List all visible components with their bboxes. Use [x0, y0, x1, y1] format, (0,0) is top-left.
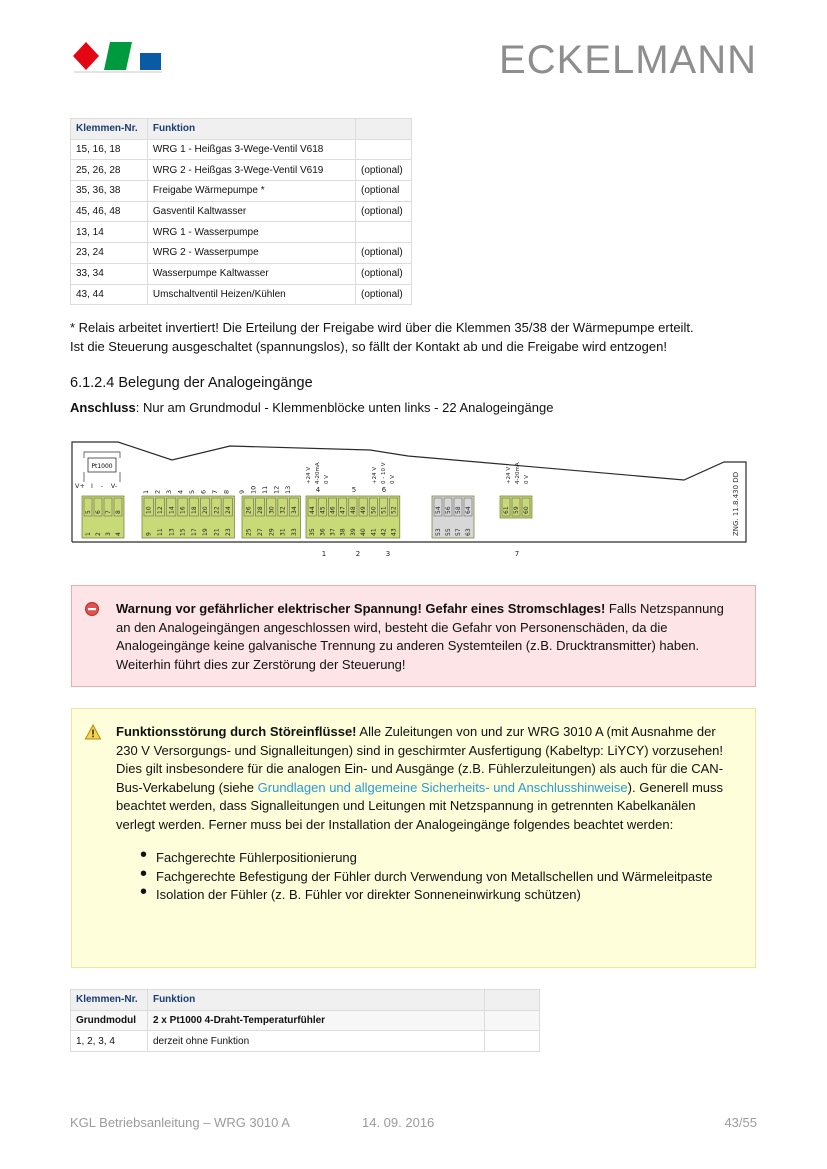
warning-text	[116, 723, 737, 905]
voltage-label: +24 V	[306, 466, 312, 484]
terminal-number: 47	[339, 506, 347, 514]
table-header-row	[71, 990, 540, 1011]
logo-green-parallelogram	[104, 42, 132, 70]
terminal-number: 21	[213, 528, 221, 536]
terminal-number: 30	[268, 506, 276, 514]
terminal-number: 29	[268, 528, 276, 536]
terminal-number: 59	[513, 506, 520, 514]
table-cell: (optional	[356, 181, 412, 202]
terminal-number: 27	[256, 528, 264, 536]
terminal-number: 28	[256, 506, 264, 514]
group-number-label: 6	[381, 486, 387, 494]
terminal-number: 41	[370, 528, 378, 536]
terminal-number: 40	[360, 528, 368, 536]
group-number-label: 4	[315, 486, 321, 494]
warning-body-2: ). Generell muss beachtet werden, dass Signalleitungen und Leitungen mit Netzspannung in getrennten Kabelkanälen verlegt werden. Ferner muss bei der Installation der Analogeingänge folgendes beachtet werden:	[116, 779, 724, 832]
terminal-number: 3	[105, 532, 112, 536]
column-number-label: 5	[188, 489, 196, 494]
table-cell: 25, 26, 28	[71, 160, 148, 181]
terminal-number: 60	[523, 506, 530, 514]
terminal-number: 34	[290, 506, 298, 514]
column-number-label: 9	[238, 489, 246, 494]
table-cell: Wasserpumpe Kaltwasser	[147, 263, 355, 284]
column-number-label: 11	[261, 485, 269, 494]
terminal-diagram	[70, 436, 750, 564]
table-cell: WRG 1 - Heißgas 3-Wege-Ventil V618	[147, 139, 355, 160]
stop-icon	[84, 601, 100, 617]
drawing-number: ZNG. 11.8.430 DD	[732, 471, 740, 536]
terminal-number: 12	[156, 506, 164, 514]
pin-function-label: V-	[110, 482, 118, 490]
terminal-number: 48	[349, 506, 357, 514]
logo-blue-square	[140, 53, 161, 70]
terminal-number: 45	[319, 506, 327, 514]
danger-title: Warnung vor gefährlicher elektrischer Spannung! Gefahr eines Stromschlages!	[116, 601, 606, 616]
table-header-cell	[485, 990, 540, 1011]
table-subheader-cell: 2 x Pt1000 4-Draht-Temperaturfühler	[147, 1010, 484, 1031]
footer-date: 14. 09. 2016	[362, 1115, 435, 1130]
footer-page-number: 43/55	[724, 1115, 757, 1130]
section-title: 6.1.2.4 Belegung der Analogeingänge	[70, 375, 313, 391]
terminal-number: 52	[390, 506, 398, 514]
column-number-label: 10	[249, 485, 258, 494]
terminal-number: 2	[95, 532, 102, 536]
voltage-label: +24 V	[506, 466, 512, 484]
terminal-number: 26	[245, 506, 253, 514]
table-header-row	[71, 119, 412, 140]
table-cell: 1, 2, 3, 4	[71, 1031, 148, 1052]
table-cell: 15, 16, 18	[71, 139, 148, 160]
terminal-number: 53	[435, 528, 442, 536]
terminal-number: 56	[445, 506, 452, 514]
column-number-label: 2	[153, 489, 162, 494]
table-row	[71, 1031, 540, 1052]
table-cell: 23, 24	[71, 243, 148, 264]
safety-instructions-link[interactable]: Grundlagen und allgemeine Sicherheits- und Anschlusshinweise	[257, 779, 628, 795]
table-cell: WRG 2 - Wasserpumpe	[147, 243, 355, 264]
warning-triangle-icon	[84, 724, 102, 740]
terminal-number: 13	[168, 528, 176, 536]
column-number-label: 7	[211, 489, 219, 494]
terminal-number: 33	[290, 528, 298, 536]
danger-text	[116, 600, 737, 674]
terminal-number: 38	[339, 528, 347, 536]
warning-bullet-list	[116, 849, 737, 905]
warning-bullet: • Isolation der Fühler (z. B. Fühler vor direkter Sonneneinwirkung schützen)	[116, 886, 737, 905]
table-header-cell: Klemmen-Nr.	[71, 990, 148, 1011]
voltage-label: +24 V	[372, 466, 378, 484]
terminal-number: 22	[213, 506, 221, 514]
table-cell: 43, 44	[71, 284, 148, 305]
terminal-number: 49	[360, 506, 368, 514]
terminal-block-1	[82, 496, 124, 538]
company-logo	[72, 40, 164, 74]
warning-bullet: • Fachgerechte Befestigung der Fühler durch Verwendung von Metallschellen und Wärmeleitpaste	[116, 868, 737, 887]
column-number-label: 4	[176, 489, 185, 494]
terminal-number: 20	[202, 506, 210, 514]
group-number-label: 1	[321, 550, 327, 558]
terminal-number: 24	[224, 506, 232, 514]
relay-output-table	[70, 118, 412, 305]
terminal-number: 11	[156, 528, 164, 536]
terminal-number: 32	[279, 506, 287, 514]
table-cell: WRG 2 - Heißgas 3-Wege-Ventil V619	[147, 160, 355, 181]
terminal-number: 17	[190, 528, 198, 536]
pt1000-label: Pt1000	[91, 463, 113, 470]
terminal-number: 19	[202, 528, 210, 536]
subline-label: Anschluss	[70, 400, 136, 415]
table-cell	[485, 1031, 540, 1052]
terminal-number: 37	[329, 528, 337, 536]
group-number-label: 7	[514, 550, 520, 558]
terminal-number: 14	[168, 506, 176, 514]
terminal-number: 51	[380, 506, 388, 514]
group-number-label: 2	[355, 550, 361, 558]
warning-bullet: • Fachgerechte Fühlerpositionierung	[116, 849, 737, 868]
column-number-label: 6	[199, 489, 208, 494]
danger-notice	[71, 585, 756, 687]
table-row	[71, 284, 412, 305]
table-cell: Gasventil Kaltwasser	[147, 201, 355, 222]
terminal-number: 61	[503, 506, 510, 514]
table-row	[71, 181, 412, 202]
section-subline	[70, 400, 553, 415]
table-cell: 33, 34	[71, 263, 148, 284]
terminal-number: 7	[105, 510, 112, 514]
logo-red-diamond	[73, 42, 99, 70]
terminal-number: 1	[85, 532, 92, 536]
terminal-number: 50	[370, 506, 378, 514]
terminal-number: 46	[329, 506, 337, 514]
terminal-number: 10	[145, 506, 153, 514]
column-number-label: 3	[165, 489, 173, 494]
table-header-cell: Klemmen-Nr.	[71, 119, 148, 140]
table-cell: 13, 14	[71, 222, 148, 243]
terminal-number: 64	[465, 506, 472, 514]
table-cell: (optional)	[356, 263, 412, 284]
terminal-number: 54	[435, 506, 442, 514]
column-number-label: 1	[142, 489, 150, 494]
warning-title: Funktionsstörung durch Störeinflüsse!	[116, 724, 357, 739]
voltage-label: 0 V	[390, 474, 396, 484]
voltage-label: 0 V	[524, 474, 530, 484]
terminal-number: 5	[85, 510, 92, 514]
table-subheader-cell: Grundmodul	[71, 1010, 148, 1031]
table-subheader-row	[71, 1010, 540, 1031]
table-cell	[356, 139, 412, 160]
terminal-number: 6	[95, 510, 102, 514]
column-number-label: 8	[222, 489, 231, 494]
terminal-number: 36	[319, 528, 327, 536]
voltage-label: 4-20mA	[515, 462, 521, 484]
terminal-number: 9	[145, 532, 153, 536]
terminal-number: 63	[465, 528, 472, 536]
table-cell: (optional)	[356, 201, 412, 222]
terminal-number: 55	[445, 528, 452, 536]
terminal-number: 44	[309, 506, 317, 514]
terminal-number: 39	[349, 528, 357, 536]
voltage-label: 4-20mA	[315, 462, 321, 484]
table-cell	[356, 222, 412, 243]
terminal-number: 16	[179, 506, 187, 514]
table-row	[71, 222, 412, 243]
footer-document-title: KGL Betriebsanleitung – WRG 3010 A	[70, 1115, 290, 1130]
table-cell: (optional)	[356, 284, 412, 305]
group-number-label: 5	[351, 486, 357, 494]
subline-text: : Nur am Grundmodul - Klemmenblöcke unten links - 22 Analogeingänge	[135, 400, 554, 415]
terminal-number: 42	[380, 528, 388, 536]
terminal-number: 31	[279, 528, 287, 536]
terminal-number: 25	[245, 528, 253, 536]
analog-input-table	[70, 989, 540, 1052]
pin-function-label: V+	[75, 482, 85, 490]
table-header-cell: Funktion	[147, 119, 355, 140]
table-cell: (optional)	[356, 243, 412, 264]
terminal-number: 58	[455, 506, 462, 514]
terminal-number: 8	[115, 510, 122, 514]
table-row	[71, 243, 412, 264]
terminal-number: 35	[309, 528, 317, 536]
terminal-number: 18	[190, 506, 198, 514]
column-number-label: 13	[284, 485, 292, 494]
table-subheader-cell	[485, 1010, 540, 1031]
terminal-number: 23	[224, 528, 232, 536]
table-cell: WRG 1 - Wasserpumpe	[147, 222, 355, 243]
terminal-number: 57	[455, 528, 462, 536]
table-cell: Freigabe Wärmepumpe *	[147, 181, 355, 202]
terminal-number: 15	[179, 528, 187, 536]
pin-function-label: -	[100, 482, 104, 490]
brand-name: ECKELMANN	[499, 38, 757, 82]
warning-body-1: Alle Zuleitungen von und zur WRG 3010 A (mit Ausnahme der 230 V Versorgungs- und Signalleitungen) sind in geschirmter Ausfertigung (Kabeltyp: LiYCY) vorzusehen! Dies gilt insbesondere für die analogen Ein- und Ausgänge (z.B. Fühlerzuleitungen) als auch für die CAN-Bus-Verkabelung (siehe	[116, 724, 724, 795]
warning-notice	[71, 708, 756, 968]
table-cell: 35, 36, 38	[71, 181, 148, 202]
column-number-label: 12	[272, 485, 281, 494]
pin-function-label: I	[91, 482, 93, 490]
table-header-cell	[356, 119, 412, 140]
danger-body: Falls Netzspannung an den Analogeingängen angeschlossen wird, besteht die Gefahr von Personenschäden, da die Analogeingänge keine galvanische Trennung zu anderen Systemteilen (z.B. Drucktransmitter) haben. Weiterhin führt dies zur Zerstörung der Steuerung!	[116, 601, 724, 672]
terminal-number: 4	[115, 532, 122, 536]
table-header-cell: Funktion	[147, 990, 484, 1011]
table-row	[71, 263, 412, 284]
note-line-2: Ist die Steuerung ausgeschaltet (spannungslos), so fällt der Kontakt ab und die Freigabe wird entzogen!	[70, 339, 667, 354]
voltage-label: 0 V	[324, 474, 330, 484]
note-line-1: * Relais arbeitet invertiert! Die Erteilung der Freigabe wird über die Klemmen 35/38 der Wärmepumpe erteilt.	[70, 320, 694, 335]
table-cell: (optional)	[356, 160, 412, 181]
table-cell: derzeit ohne Funktion	[147, 1031, 484, 1052]
table-row	[71, 139, 412, 160]
terminal-block-2	[142, 496, 234, 538]
table-cell: 45, 46, 48	[71, 201, 148, 222]
table-cell: Umschaltventil Heizen/Kühlen	[147, 284, 355, 305]
table-row	[71, 201, 412, 222]
table-row	[71, 160, 412, 181]
voltage-label: 0 - 10 V	[381, 462, 387, 484]
terminal-number: 43	[390, 528, 398, 536]
group-number-label: 3	[385, 550, 391, 558]
